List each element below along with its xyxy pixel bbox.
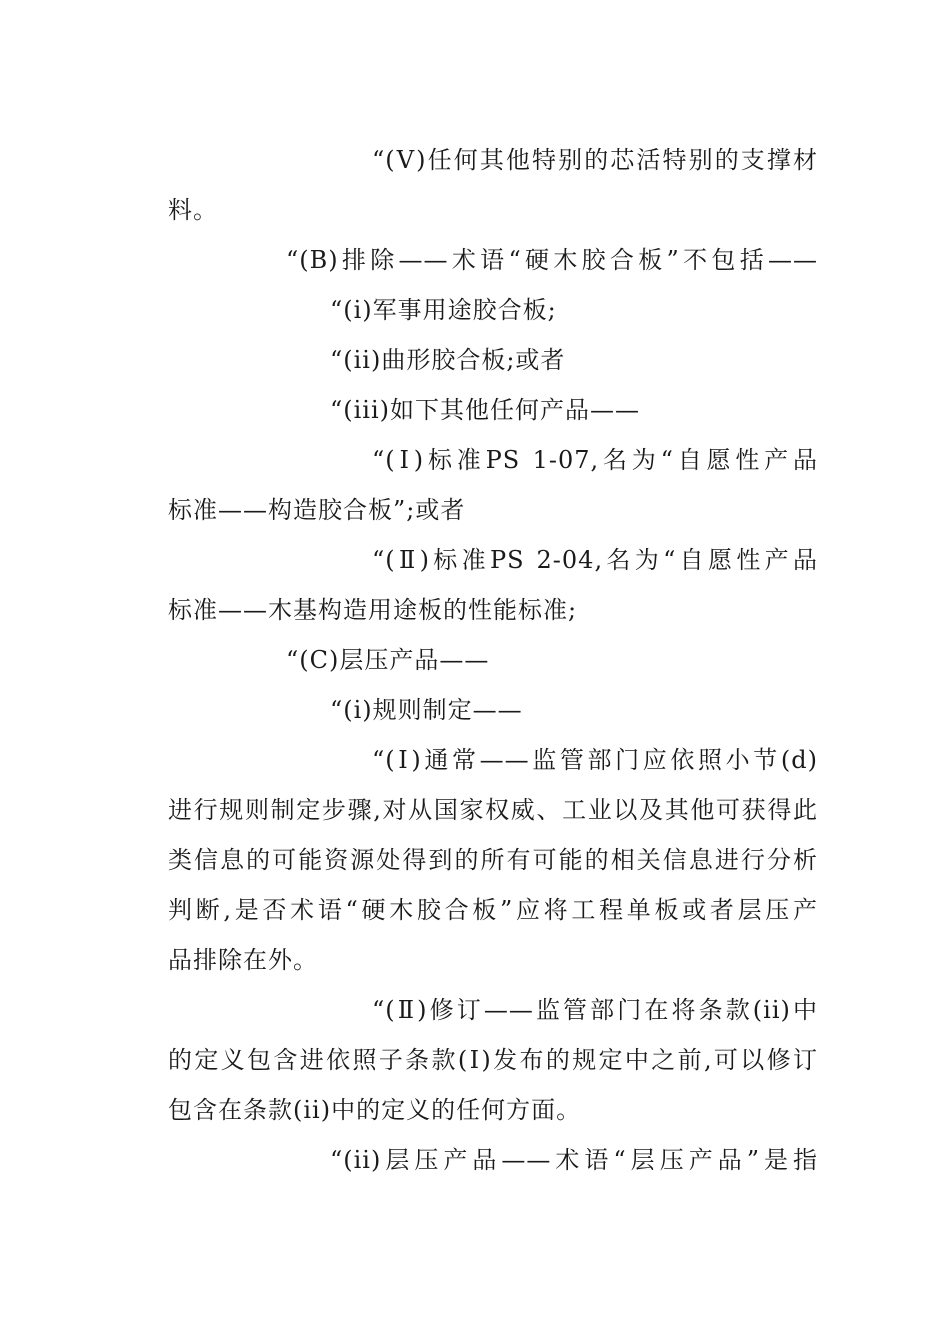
text-line: 类信息的可能资源处得到的所有可能的相关信息进行分析 (168, 846, 818, 874)
text-line: “(i)规则制定—— (330, 696, 523, 724)
text-line: 包含在条款(ii)中的定义的任何方面。 (168, 1096, 582, 1124)
text-line: 料。 (168, 196, 218, 224)
text-line: “(C)层压产品—— (286, 646, 490, 674)
text-line: “(Ⅱ)修订——监管部门在将条款(ii)中 (372, 996, 818, 1024)
text-line: “(Ⅰ)标准PS 1-07,名为“自愿性产品 (372, 446, 818, 474)
text-line: “(ii)层压产品——术语“层压产品”是指 (330, 1146, 818, 1174)
text-line: “(i)军事用途胶合板; (330, 296, 557, 324)
text-line: 标准——木基构造用途板的性能标准; (168, 596, 578, 624)
text-line: 的定义包含进依照子条款(Ⅰ)发布的规定中之前,可以修订 (168, 1046, 818, 1074)
text-line: “(iii)如下其他任何产品—— (330, 396, 641, 424)
text-line: “(Ⅱ)标准PS 2-04,名为“自愿性产品 (372, 546, 818, 574)
text-line: 标准——构造胶合板”;或者 (168, 496, 466, 524)
text-line: “(Ⅰ)通常——监管部门应依照小节(d) (372, 746, 818, 774)
text-line: 品排除在外。 (168, 946, 318, 974)
text-line: “(Ⅴ)任何其他特别的芯活特别的支撑材 (372, 146, 818, 174)
text-line: “(ii)曲形胶合板;或者 (330, 346, 566, 374)
text-line: “(B)排除——术语“硬木胶合板”不包括—— (286, 246, 818, 274)
text-line: 判断,是否术语“硬木胶合板”应将工程单板或者层压产 (168, 896, 818, 924)
text-line: 进行规则制定步骤,对从国家权威、工业以及其他可获得此 (168, 796, 818, 824)
